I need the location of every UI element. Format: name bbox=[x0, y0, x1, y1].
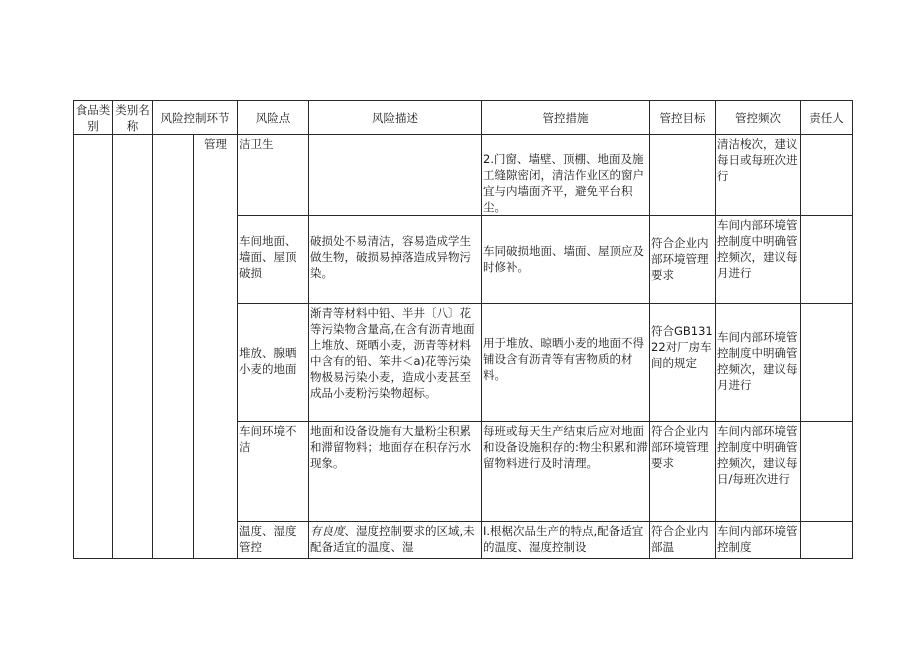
category-name-cell bbox=[113, 135, 153, 559]
measures-text: 用于堆放、晾晒小麦的地面不得铺设含有沥青等有害物质的材料。 bbox=[483, 336, 644, 382]
risk-point-cell: 洁卫生 bbox=[238, 135, 309, 216]
risk-control-table bbox=[73, 100, 853, 559]
control-measures-cell: 每班或每天生产结束后应对地面和设备设施积存的:物尘积累和滞留物料进行及时清理。 bbox=[482, 422, 650, 522]
header-control-target: 管控目标 bbox=[650, 101, 716, 135]
control-measures-cell: Ⅰ.根椐次品生产的特点,配备适宜的温度、湿度控制设 bbox=[482, 522, 650, 559]
control-measures-cell bbox=[482, 304, 650, 422]
table-row bbox=[74, 135, 853, 216]
header-food-category: 食品类别 bbox=[74, 101, 113, 135]
control-target-cell bbox=[650, 135, 716, 216]
control-measures-cell bbox=[482, 216, 650, 304]
control-frequency-cell: 车间内部环境管控制度中明确管控频次，建议每日/每班次进行 bbox=[716, 422, 801, 522]
food-category-cell bbox=[74, 135, 113, 559]
frequency-text: 车间内部环境管控制度中明确管控频次，建议每月进行 bbox=[717, 330, 798, 392]
risk-description-italic: 有良度 bbox=[310, 524, 345, 538]
control-target-cell: 符合企业内部温 bbox=[650, 522, 716, 559]
owner-cell bbox=[801, 135, 853, 216]
risk-description-text: 破损处不易清洁，容易造成学生做生物，破损易掉落造成异物污染。 bbox=[310, 234, 471, 280]
risk-description-text: 、湿度控制要求的区域,未配备适宜的温度、湿 bbox=[310, 524, 475, 554]
control-target-cell bbox=[650, 304, 716, 422]
control-target-cell bbox=[650, 216, 716, 304]
header-control-frequency: 管控频次 bbox=[716, 101, 801, 135]
owner-cell bbox=[801, 522, 853, 559]
measures-text: 车同破损地面、墙面、屋顶应及时修补。 bbox=[483, 244, 644, 274]
control-frequency-cell: 清洁梭次，建议每日或每班次进行 bbox=[716, 135, 801, 216]
control-frequency-cell: 车间内部环境管控制度中明确管控频次，建议每月进行 bbox=[716, 216, 801, 304]
control-link-cell bbox=[153, 135, 194, 559]
measures-text: 2.门窗、墙壁、顶棚、地面及施工缝隙密闭，清洁作业区的窗户宜与内墙面齐平，避免平台积尘。 bbox=[483, 152, 644, 214]
header-row bbox=[74, 101, 853, 135]
owner-cell bbox=[801, 304, 853, 422]
control-target-cell: 符合企业内部环境管理要求 bbox=[650, 422, 716, 522]
header-risk-point: 风险点 bbox=[238, 101, 309, 135]
risk-description-cell bbox=[309, 135, 482, 216]
risk-point-cell: 车间环境不洁 bbox=[238, 422, 309, 522]
control-measures-cell bbox=[482, 135, 650, 216]
risk-point-cell bbox=[238, 216, 309, 304]
risk-point-cell: 温度、湿度管控 bbox=[238, 522, 309, 559]
control-frequency-cell: 车间内部环境管控制度 bbox=[716, 522, 801, 559]
control-frequency-cell bbox=[716, 304, 801, 422]
header-risk-description: 风险描述 bbox=[309, 101, 482, 135]
header-control-measures: 管控措施 bbox=[482, 101, 650, 135]
target-text: 符合企业内部环境管理要求 bbox=[651, 236, 709, 282]
header-control-link: 风险控制环节 bbox=[153, 101, 238, 135]
risk-description-cell: 地面和设备设施有大量粉尘积累和滞留物料；地面存在积存污水现象。 bbox=[309, 422, 482, 522]
risk-point-text: 堆放、腺晒小麦的地面 bbox=[239, 346, 297, 376]
risk-point-cell bbox=[238, 304, 309, 422]
stage-cell: 管理 bbox=[194, 135, 238, 559]
header-category-name: 类别名称 bbox=[113, 101, 153, 135]
risk-description-cell bbox=[309, 216, 482, 304]
owner-cell bbox=[801, 422, 853, 522]
risk-description-cell bbox=[309, 522, 482, 559]
risk-point-text: 车间地面、墙面、屋顶破损 bbox=[239, 234, 297, 280]
target-text: 符合GB13122对厂房车间的规定 bbox=[651, 324, 713, 370]
owner-cell bbox=[801, 216, 853, 304]
risk-description-cell: 渐青等材料中铅、半井〔八〕花等污染物含量高,在含有沥青地面上堆放、斑晒小麦，沥青等材料中含有的铅、笨井＜a)花等污染物极易污染小麦，造成小麦甚至成品小麦粉污染物超标。 bbox=[309, 304, 482, 422]
header-owner: 责任人 bbox=[801, 101, 853, 135]
